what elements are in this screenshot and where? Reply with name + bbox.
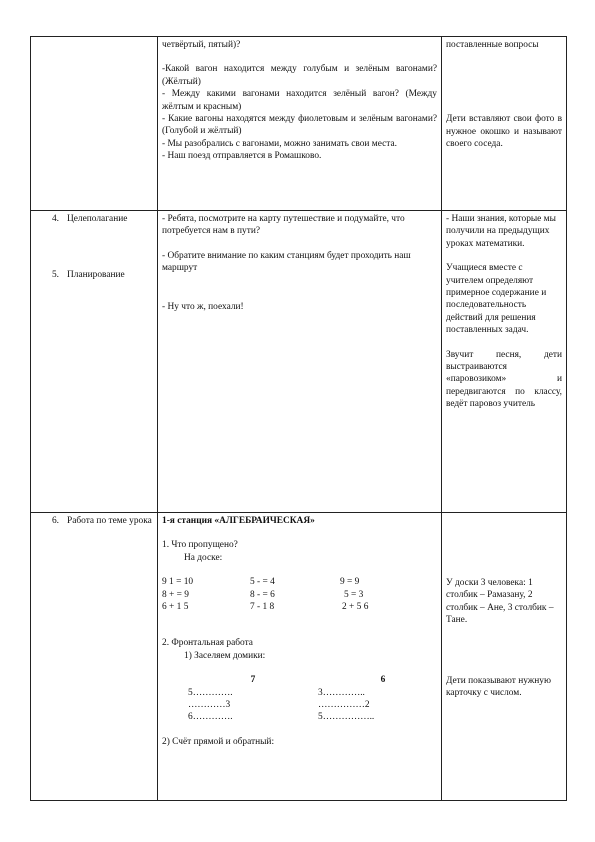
house-line: 3………….. (318, 687, 365, 698)
house-number: 6 (380, 675, 386, 686)
notes-line: У доски 3 человека: 1 столбик – Рамазану, 2 столбик – Ане, 3 столбик – Тане. (446, 578, 554, 626)
content-line: - Обратите внимание по каким станциям будет проходить наш маршрут (162, 250, 411, 274)
task-subtitle: 1) Заселяем домики: (184, 650, 266, 661)
notes-cell (442, 211, 567, 513)
house-line: 6…………. (188, 712, 233, 723)
content-cell (158, 513, 442, 801)
task-subtitle: На доске: (184, 552, 223, 563)
notes-cell (442, 37, 567, 211)
content-line: - Ребята, посмотрите на карту путешествие и подумайте, что потребуется нам в пути? (162, 214, 405, 237)
notes-line: поставленные вопросы (446, 40, 539, 50)
stage-number: 5. (51, 270, 59, 281)
house-number: 7 (250, 675, 256, 686)
station-title: 1-я станция «АЛГЕБРАИЧЕСКАЯ» (162, 516, 315, 526)
notes-line: Дети вставляют свои фото в нужное окошко и называют своего соседа. (446, 114, 562, 150)
notes-line: Звучит песня, дети выстраиваются «паровозиком» и передвигаются по классу, ведёт паровоз учитель (446, 349, 562, 410)
task-title: 2. Фронтальная работа (162, 638, 253, 649)
notes-line: - Наши знания, которые мы получили на предыдущих уроках математики. (446, 214, 556, 249)
equation: 5 = 3 (344, 589, 364, 600)
stage-cell (31, 513, 158, 801)
table-row (31, 211, 567, 513)
notes-line: Дети показывают нужную карточку с числом. (446, 675, 551, 699)
notes-cell (442, 513, 567, 801)
task-line: 2) Счёт прямой и обратный: (162, 736, 275, 747)
notes-line: Учащиеся вместе с учителем определяют примерное содержание и последовательность действий для решения поставленных задач. (446, 263, 547, 336)
table-row (31, 513, 567, 801)
content-cell (158, 37, 442, 211)
content-line: - Мы разобрались с вагонами, можно занимать свои места. (162, 138, 397, 149)
stage-title: Работа по теме урока (67, 516, 152, 526)
equations-grid (162, 576, 437, 613)
lesson-plan-table (30, 36, 567, 801)
house-line: 5…………. (188, 687, 233, 698)
house-line: 5…………….. (318, 712, 375, 723)
equation: 5 - = 4 (250, 577, 275, 588)
equation: 8 + = 9 (162, 589, 189, 600)
content-line: -Какой вагон находится между голубым и зелёным вагонами? (Жёлтый) (162, 64, 437, 87)
content-line: - Какие вагоны находятся между фиолетовым и зелёным вагонами? (Голубой и жёлтый) (162, 114, 437, 137)
stage-title: Целеполагание (67, 214, 128, 224)
content-line: - Наш поезд отправляется в Ромашково. (162, 151, 322, 162)
content-line: - Между какими вагонами находится зелёный вагон? (Между жёлтым и красным) (162, 89, 437, 112)
house-line: …………3 (188, 700, 231, 711)
house-line: ……………2 (318, 700, 370, 711)
equation: 9 1 = 10 (162, 577, 194, 588)
content-cell (158, 211, 442, 513)
stage-title: Планирование (67, 270, 125, 281)
equation: 8 - = 6 (250, 589, 275, 600)
content-line: четвёртый, пятый)? (162, 40, 241, 50)
stage-item (35, 515, 153, 527)
stage-cell (31, 37, 158, 211)
stage-item (35, 213, 153, 225)
equation: 9 = 9 (340, 577, 360, 588)
equation: 2 + 5 6 (342, 602, 369, 613)
stage-number: 6. (51, 516, 59, 526)
equation: 7 - 1 8 (250, 602, 275, 613)
equation: 6 + 1 5 (162, 602, 189, 613)
stage-cell (31, 211, 158, 513)
task-title: 1. Что пропущено? (162, 540, 238, 551)
stage-item (35, 269, 153, 281)
content-line: - Ну что ж, поехали! (162, 301, 244, 312)
table-row (31, 37, 567, 211)
houses-grid (162, 674, 437, 724)
stage-number: 4. (51, 214, 59, 224)
